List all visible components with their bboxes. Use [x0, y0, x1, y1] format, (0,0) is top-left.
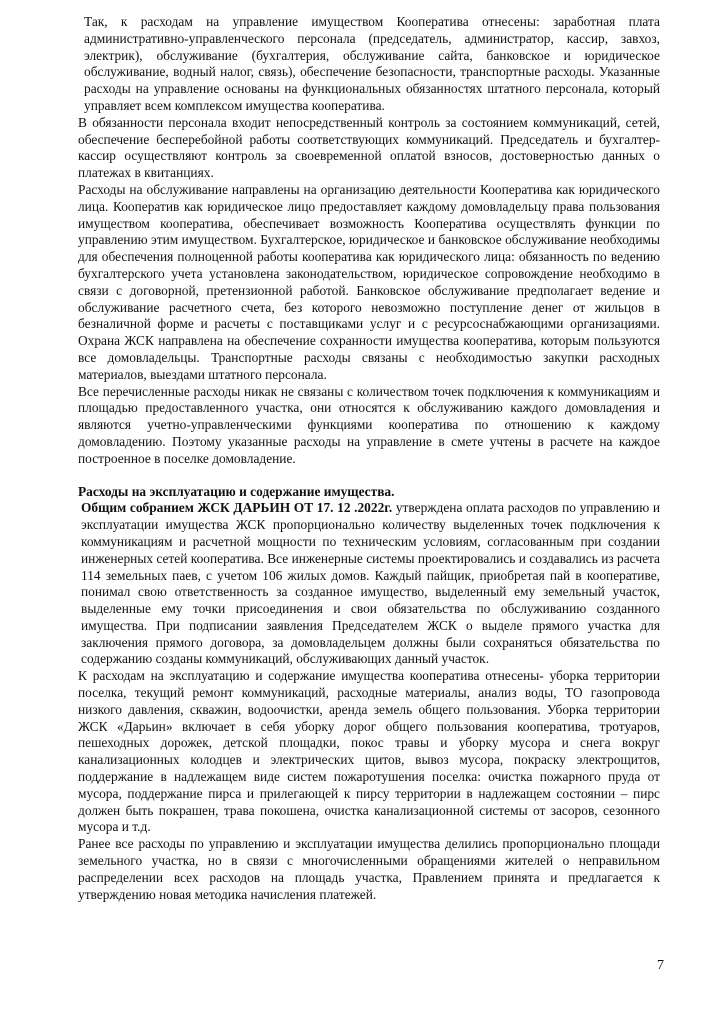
paragraph-general-meeting [78, 500, 660, 668]
paragraph-maintenance-costs: К расходам на эксплуатацию и содержание имущества кооператива отнесены- уборка территории поселка, текущий ремонт коммуникаций, расходные материалы, анализ воды, ТО газопровода низкого давления, скважин, водоочистки, аренда земель общего пользования. Уборка территории ЖСК «Дарьин» включает в себя уборку дорог общего пользования кооператива, тротуаров, пешеходных дорожек, детской площадки, покос травы и уборку мусора и снега вокруг канализационных колодцев и электрических щитов, вывоз мусора, покраску электрощитов, поддержание в надлежащем виде систем пожаротушения поселка: очистка пожарного пруда от мусора, поддержание пирса и прилегающей к пирсу территории в надлежащем состоянии – пирс должен быть покрашен, трава покошена, очистка канализационной системы от засоров, сезонного мусора и т.д. [78, 668, 660, 835]
paragraph-new-method: Ранее все расходы по управлению и эксплуатации имущества делились пропорционально площади земельного участка, но в связи с многочисленными обращениями жителей о неправильном распределении всех расходов на площадь участка, Правлением принята и предлагается к утверждению новая методика начисления платежей. [78, 836, 660, 902]
page-number: 7 [657, 958, 664, 973]
paragraph-management-costs: Так, к расходам на управление имуществом Кооператива отнесены: заработная плата административно-управленческого персонала (председатель, администратор, кассир, завхоз, электрик), обслуживание (бухгалтерия, обслуживание сайта, банковское и юридическое обслуживание, водный налог, связь), обеспечение безопасности, транспортные расходы. Указанные расходы на управление основаны на функциональных обязанностях штатного персонала, который управляет всем комплексом имущества кооператива. [84, 14, 660, 113]
document-body [78, 14, 660, 903]
paragraph-service-costs: Расходы на обслуживание направлены на организацию деятельности Кооператива как юридического лица. Кооператив как юридическое лицо предоставляет каждому домовладельцу права пользования имуществом кооператива, обеспечивает возможность Кооператива осуществлять функции по управлению этим имуществом. Бухгалтерское, юридическое и банковское обслуживание необходимы для обеспечения полноценной работы кооператива как юридического лица: обязанность по ведению бухгалтерского учета установлена законодательством, юридическое сопровождение необходимо в связи с договорной, претензионной работой. Банковское обслуживание предполагает ведение и обслуживание расчетного счета, без которого невозможно поступление денег от жильцов в безналичной форме и расчеты с поставщиками услуг и с ресурсоснабжающими организациями. Охрана ЖСК направлена на обеспечение сохранности имущества кооператива, которым пользуются все домовладельцы. Транспортные расходы связаны с необходимостью закупки расходных материалов, выездами штатного персонала. [78, 181, 660, 382]
general-meeting-text: утверждена оплата расходов по управлению и эксплуатации имущества ЖСК пропорционально количеству выделенных точек подключения к коммуникациям и расчетной мощности по техническим условиям, согласованным при создании инженерных сетей кооператива. Все инженерные системы проектировались и создавались из расчета 114 земельных паев, с учетом 106 жилых домов. Каждый пайщик, приобретая пай в кооперативе, понимал свою ответственность за созданное имущество, выделенный ему земельный участок, выделенные ему точки присоединения и свои обязательства по обслуживанию созданного имущества. При подписании заявления Председателем ЖСК о выделе прямого участка для заключения прямого договора, за домовладельцем должны были сохраняться обязательства по содержанию созданы коммуникаций, обслуживающих данный участок. [81, 500, 660, 667]
section-gap [78, 468, 660, 484]
general-meeting-lead: Общим собранием ЖСК ДАРЬИН ОТ 17. 12 .2022г. [81, 500, 393, 516]
paragraph-costs-not-related: Все перечисленные расходы никак не связаны с количеством точек подключения к коммуникациям и площадью предоставленного участка, они относятся к обслуживанию каждого домовладения и являются учетно-управленческими функциями кооператива по отношению к каждому домовладению. Поэтому указанные расходы на управление в смете учтены в расчете на каждое построенное в поселке домовладение. [78, 383, 660, 466]
section-heading: Расходы на эксплуатацию и содержание имущества. [78, 483, 395, 499]
paragraph-staff-duties: В обязанности персонала входит непосредственный контроль за состоянием коммуникаций, сетей, обеспечение бесперебойной работы соответствующих коммуникаций. Председатель и бухгалтер-кассир осуществляют контроль за своевременной оплатой взносов, достоверностью данных о платежах в квитанциях. [78, 114, 660, 181]
